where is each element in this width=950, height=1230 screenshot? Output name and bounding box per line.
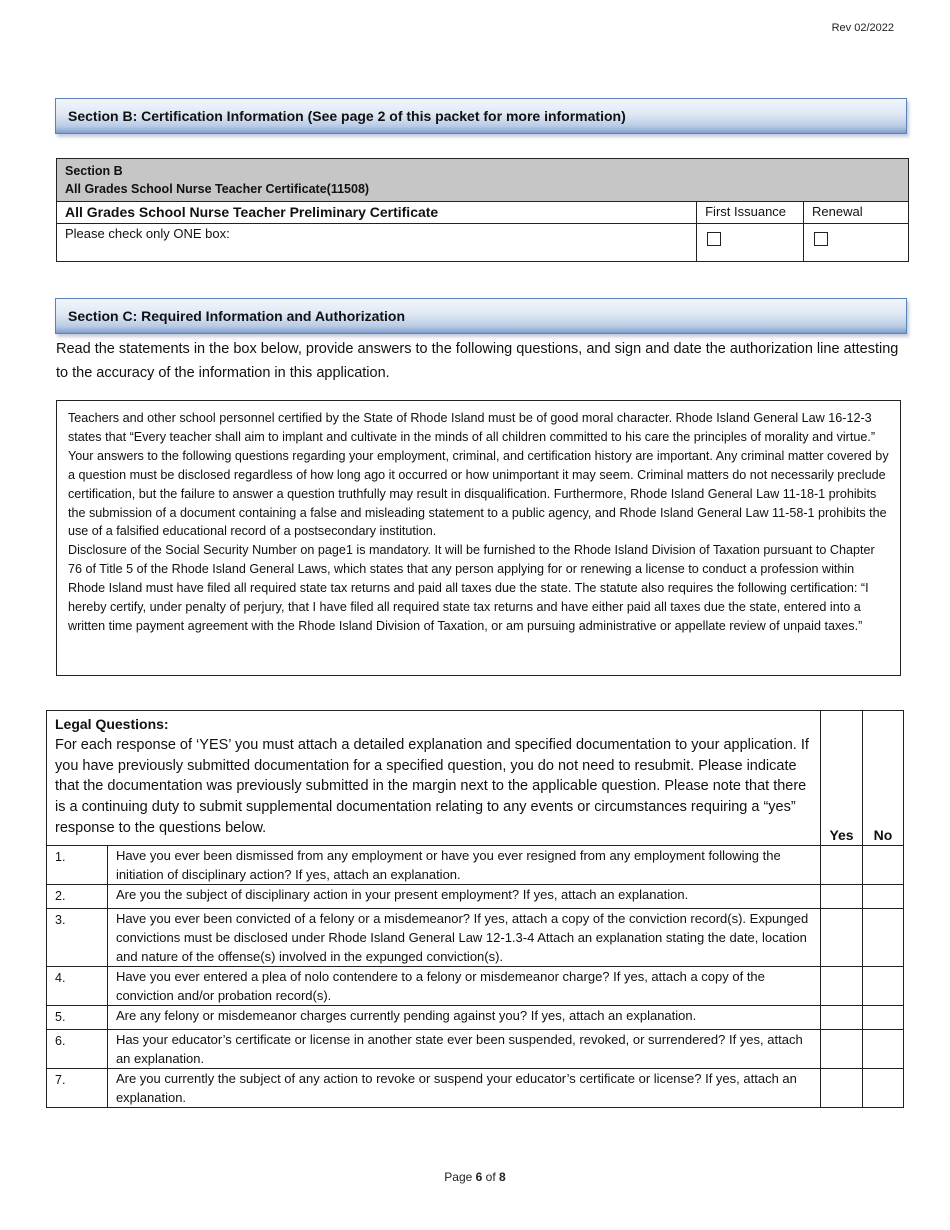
section-b-table [56, 158, 909, 262]
section-b-header: Section B: Certification Information (See page 2 of this packet for more information) [55, 98, 907, 134]
question-text: Have you ever been dismissed from any employment or have you ever resigned from any employment following the initiation of disciplinary action? If yes, attach an explanation. [107, 845, 820, 884]
page-total: 8 [499, 1170, 506, 1184]
question-number: 5. [47, 1005, 108, 1029]
question-text: Are you currently the subject of any action to revoke or suspend your educator’s certificate or license? If yes, attach an explanation. [107, 1068, 820, 1107]
page-current: 6 [475, 1170, 483, 1184]
yes-answer-cell[interactable] [821, 908, 863, 966]
moral-character-statement-box [56, 400, 901, 676]
page-footer [0, 1170, 950, 1184]
yes-answer-cell[interactable] [821, 1029, 863, 1068]
statement-paragraph-1: Teachers and other school personnel certified by the State of Rhode Island must be of good moral character. Rhode Island General Law 16-12-3 states that “Every teacher shall aim to implant and cultivate in the minds of all children committed to his care the principles of morality and virtue.” Your answers to the following questions regarding your employment, criminal, and certification history are important. Any criminal matter covered by a question must be disclosed regardless of how long ago it occurred or how unimportant it may seem. Criminal matters do not necessarily preclude certification, but the failure to answer a question truthfully may result in disqualification. Furthermore, Rhode Island General Law 11-18-1 prohibits the submission of a document containing a false and misleading statement to a public agency, and Rhode Island General Law 11-58-1 prohibits the use of a falsified educational record of a postsecondary institution. [68, 411, 889, 539]
question-text: Are any felony or misdemeanor charges currently pending against you? If yes, attach an explanation. [107, 1005, 820, 1029]
no-answer-cell[interactable] [863, 1005, 904, 1029]
legal-question-row [47, 966, 904, 1005]
no-column-header: No [863, 711, 904, 846]
question-text: Are you the subject of disciplinary action in your present employment? If yes, attach an explanation. [107, 884, 820, 908]
legal-question-row [47, 1068, 904, 1107]
no-answer-cell[interactable] [863, 884, 904, 908]
question-number: 2. [47, 884, 108, 908]
legal-questions-table [46, 710, 904, 1108]
legal-question-row [47, 1005, 904, 1029]
check-instruction: Please check only ONE box: [57, 224, 697, 262]
no-answer-cell[interactable] [863, 966, 904, 1005]
section-c-header: Section C: Required Information and Authorization [55, 298, 907, 334]
certificate-group-label: All Grades School Nurse Teacher Certificate(11508) [65, 182, 370, 196]
legal-questions-header [47, 711, 821, 846]
yes-answer-cell[interactable] [821, 884, 863, 908]
first-issuance-checkbox[interactable] [707, 232, 721, 246]
legal-question-row [47, 1029, 904, 1068]
question-number: 7. [47, 1068, 108, 1107]
renewal-label: Renewal [804, 202, 909, 224]
legal-question-row [47, 908, 904, 966]
question-number: 4. [47, 966, 108, 1005]
legal-questions-instructions: For each response of ‘YES’ you must attach a detailed explanation and specified documentation to your application. If you have previously submitted documentation for a specified question, you do not need to resubmit. Please indicate that the documentation was previously submitted in the margin next to the applicable question. Please note that there is a continuing duty to submit supplemental documentation relating to any events or circumstances requiring a “yes” response to the questions below. [55, 736, 809, 836]
yes-answer-cell[interactable] [821, 845, 863, 884]
question-number: 3. [47, 908, 108, 966]
yes-answer-cell[interactable] [821, 966, 863, 1005]
section-c-intro: Read the statements in the box below, provide answers to the following questions, and sign and date the authorization line attesting to the accuracy of the information in this application. [56, 341, 899, 381]
page-label: Page [444, 1170, 473, 1184]
legal-question-row [47, 845, 904, 884]
renewal-cell [804, 224, 909, 262]
certificate-name: All Grades School Nurse Teacher Preliminary Certificate [57, 202, 697, 224]
no-answer-cell[interactable] [863, 845, 904, 884]
page-of-label: of [485, 1170, 496, 1184]
first-issuance-label: First Issuance [697, 202, 804, 224]
question-number: 1. [47, 845, 108, 884]
section-b-label: Section B [65, 164, 123, 178]
legal-questions-title: Legal Questions: [55, 716, 169, 732]
no-answer-cell[interactable] [863, 908, 904, 966]
question-text: Have you ever entered a plea of nolo contendere to a felony or misdemeanor charge? If yes, attach a copy of the conviction and/or probation record(s). [107, 966, 820, 1005]
renewal-checkbox[interactable] [814, 232, 828, 246]
yes-column-header: Yes [821, 711, 863, 846]
statement-paragraph-2: Disclosure of the Social Security Number on page1 is mandatory. It will be furnished to the Rhode Island Division of Taxation pursuant to Chapter 76 of Title 5 of the Rhode Island General Laws, which states that any person applying for or renewing a license to conduct a profession within Rhode Island must have filed all required state tax returns and paid all taxes due the state. The statute also requires the following certification: “I hereby certify, under penalty of perjury, that I have filed all required state tax returns and have either paid all taxes due the state, entered into a written time payment agreement with the Rhode Island Division of Taxation, or am pursuing administrative or appellate review of unpaid taxes.” [68, 543, 875, 633]
yes-answer-cell[interactable] [821, 1005, 863, 1029]
section-b-table-header [57, 159, 909, 202]
first-issuance-cell [697, 224, 804, 262]
no-answer-cell[interactable] [863, 1029, 904, 1068]
legal-question-row [47, 884, 904, 908]
revision-date: Rev 02/2022 [831, 22, 894, 34]
question-text: Has your educator’s certificate or license in another state ever been suspended, revoked, or surrendered? If yes, attach an explanation. [107, 1029, 820, 1068]
yes-answer-cell[interactable] [821, 1068, 863, 1107]
no-answer-cell[interactable] [863, 1068, 904, 1107]
question-number: 6. [47, 1029, 108, 1068]
question-text: Have you ever been convicted of a felony or a misdemeanor? If yes, attach a copy of the conviction record(s). Expunged convictions must be disclosed under Rhode Island General Law 12-1.3-4 Attach an explanation stating the date, location and nature of the offense(s) involved in the expunged conviction(s). [107, 908, 820, 966]
